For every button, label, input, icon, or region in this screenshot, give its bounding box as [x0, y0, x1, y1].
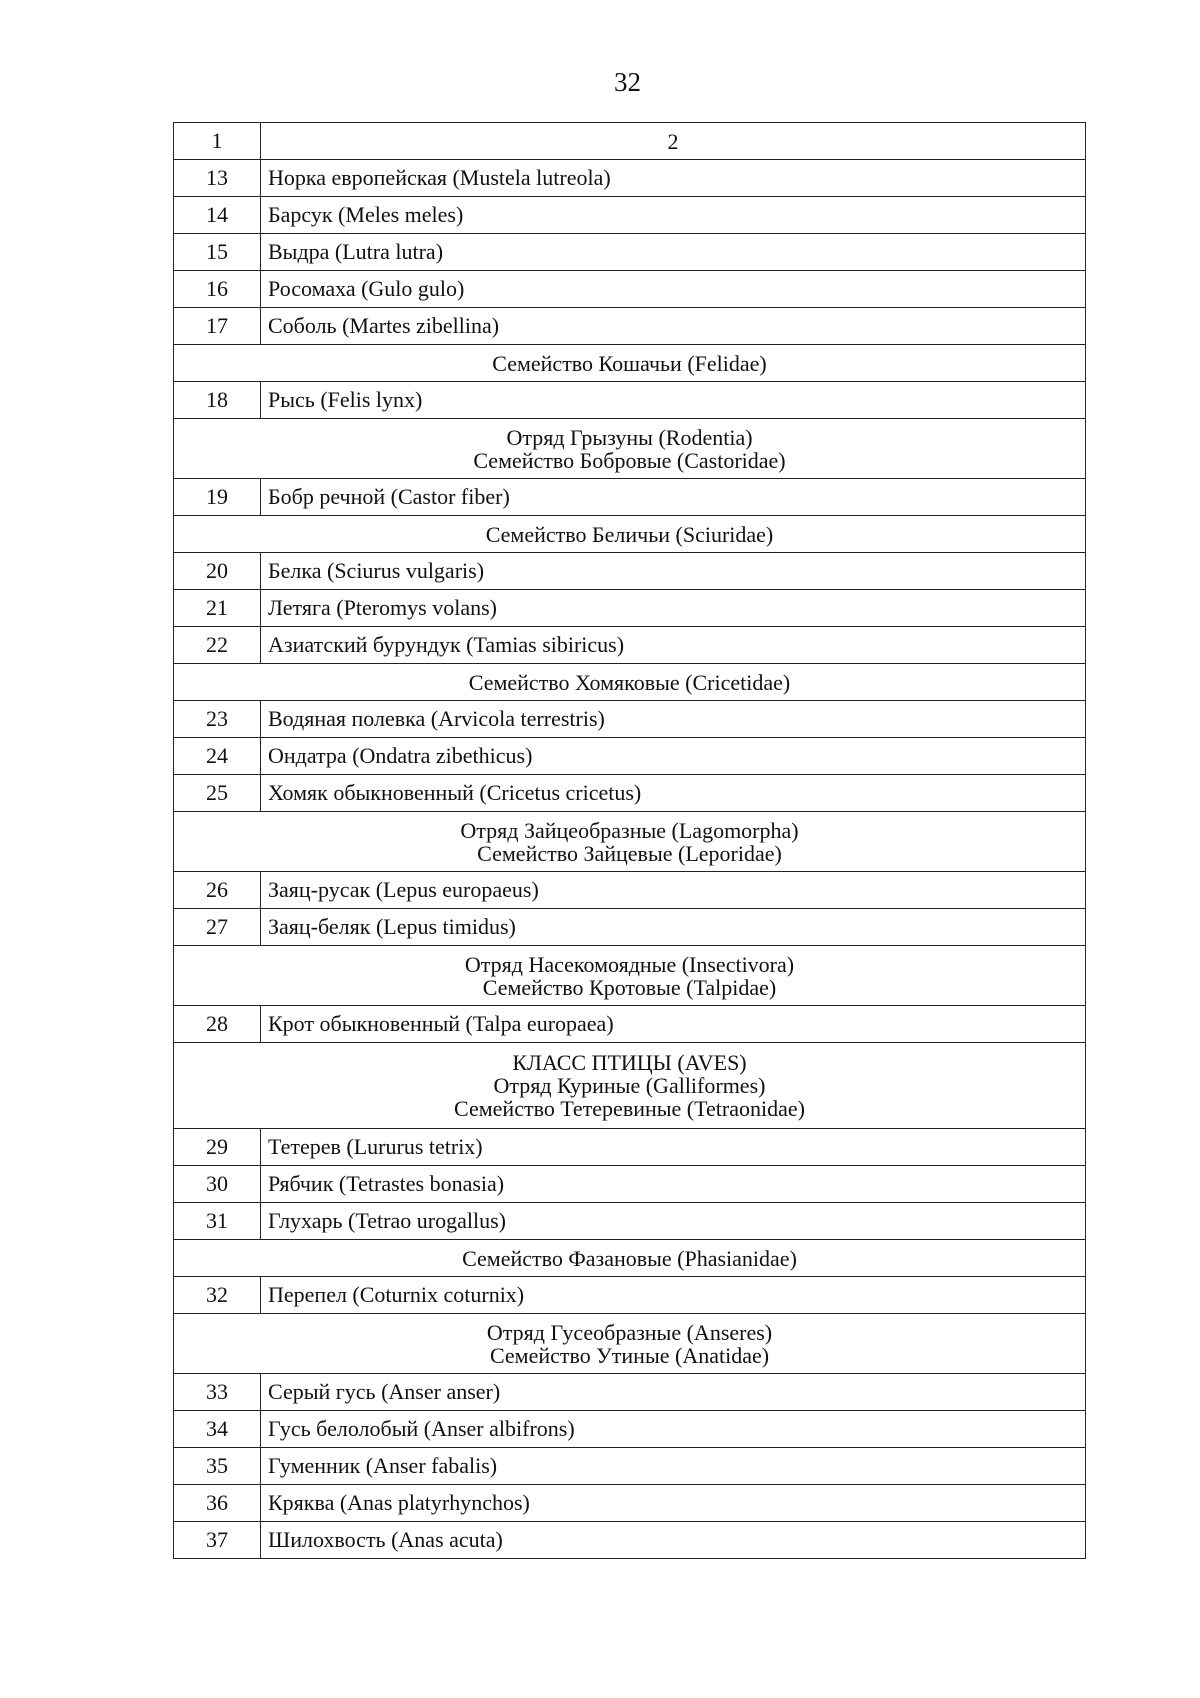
species-name: Рябчик (Tetrastes bonasia) [261, 1166, 1086, 1203]
group-heading-row [174, 419, 1086, 479]
row-number: 32 [174, 1277, 261, 1314]
species-name: Ондатра (Ondatra zibethicus) [261, 738, 1086, 775]
group-heading-line: Семейство Кошачьи (Felidae) [492, 350, 767, 376]
row-number: 16 [174, 271, 261, 308]
group-heading-line: Семейство Тетеревиные (Tetraonidae) [454, 1096, 805, 1121]
species-name: Гусь белолобый (Anser albifrons) [261, 1411, 1086, 1448]
species-name: Глухарь (Tetrao urogallus) [261, 1203, 1086, 1240]
table-row [174, 160, 1086, 197]
row-number: 20 [174, 553, 261, 590]
table-row [174, 271, 1086, 308]
table-row [174, 1374, 1086, 1411]
row-number: 26 [174, 872, 261, 909]
table-row [174, 1166, 1086, 1203]
group-heading-line: Семейство Хомяковые (Cricetidae) [468, 669, 791, 695]
table-row [174, 197, 1086, 234]
species-name: Кряква (Anas platyrhynchos) [261, 1485, 1086, 1522]
species-table-body [174, 123, 1086, 1559]
group-heading-line: Семейство Беличьи (Sciuridae) [485, 521, 774, 547]
species-name: Соболь (Martes zibellina) [261, 308, 1086, 345]
species-name: Белка (Sciurus vulgaris) [261, 553, 1086, 590]
species-name: Заяц-русак (Lepus europaeus) [261, 872, 1086, 909]
table-row [174, 1485, 1086, 1522]
row-number: 23 [174, 701, 261, 738]
species-name: Рысь (Felis lynx) [261, 382, 1086, 419]
group-heading-line: Семейство Фазановые (Phasianidae) [462, 1245, 797, 1271]
table-row [174, 627, 1086, 664]
group-heading-row [174, 812, 1086, 872]
row-number: 24 [174, 738, 261, 775]
table-row [174, 553, 1086, 590]
table-row [174, 1006, 1086, 1043]
row-number: 19 [174, 479, 261, 516]
group-heading [174, 516, 1086, 553]
group-heading [174, 345, 1086, 382]
species-name: Серый гусь (Anser anser) [261, 1374, 1086, 1411]
group-heading-line: Семейство Бобровые (Castoridae) [473, 447, 786, 473]
row-number: 27 [174, 909, 261, 946]
group-heading-line: Отряд Зайцеобразные (Lagomorpha) [460, 817, 799, 843]
species-name: Летяга (Pteromys volans) [261, 590, 1086, 627]
group-heading-line: Семейство Зайцевые (Leporidae) [477, 840, 782, 866]
header-row [174, 123, 1086, 160]
species-name: Шилохвость (Anas acuta) [261, 1522, 1086, 1559]
table-row [174, 308, 1086, 345]
group-heading-line: Семейство Кротовые (Talpidae) [482, 974, 777, 1000]
table-row [174, 909, 1086, 946]
species-name: Водяная полевка (Arvicola terrestris) [261, 701, 1086, 738]
group-heading-line: Семейство Утиные (Anatidae) [489, 1342, 770, 1368]
table-row [174, 234, 1086, 271]
species-name: Тетерев (Lururus tetrix) [261, 1129, 1086, 1166]
table-row [174, 1277, 1086, 1314]
group-heading-line: КЛАСС ПТИЦЫ (AVES) [512, 1050, 747, 1075]
table-row [174, 1129, 1086, 1166]
table-row [174, 1522, 1086, 1559]
row-number: 36 [174, 1485, 261, 1522]
group-heading-line: Отряд Грызуны (Rodentia) [506, 424, 753, 450]
group-heading [174, 419, 1086, 479]
table-row [174, 479, 1086, 516]
species-name: Гуменник (Anser fabalis) [261, 1448, 1086, 1485]
group-heading [174, 1043, 1086, 1129]
group-heading-line: Отряд Насекомоядные (Insectivora) [464, 951, 795, 977]
group-heading [174, 1314, 1086, 1374]
row-number: 25 [174, 775, 261, 812]
group-heading-row [174, 345, 1086, 382]
group-heading [174, 812, 1086, 872]
group-heading [174, 946, 1086, 1006]
page-number: 32 [614, 67, 641, 97]
species-name: Выдра (Lutra lutra) [261, 234, 1086, 271]
row-number: 34 [174, 1411, 261, 1448]
group-heading-row [174, 946, 1086, 1006]
group-heading-row [174, 1240, 1086, 1277]
table-row [174, 872, 1086, 909]
table-row [174, 1203, 1086, 1240]
row-number: 22 [174, 627, 261, 664]
row-number: 29 [174, 1129, 261, 1166]
species-table [173, 122, 1086, 1559]
species-name: Барсук (Meles meles) [261, 197, 1086, 234]
group-heading-row [174, 1043, 1086, 1129]
group-heading [174, 1240, 1086, 1277]
header-cell-number: 1 [174, 123, 261, 160]
group-heading-row [174, 516, 1086, 553]
row-number: 28 [174, 1006, 261, 1043]
row-number: 21 [174, 590, 261, 627]
species-name: Бобр речной (Castor fiber) [261, 479, 1086, 516]
row-number: 37 [174, 1522, 261, 1559]
group-heading-row [174, 664, 1086, 701]
species-name: Норка европейская (Mustela lutreola) [261, 160, 1086, 197]
group-heading-row [174, 1314, 1086, 1374]
species-name: Крот обыкновенный (Talpa europaea) [261, 1006, 1086, 1043]
table-row [174, 382, 1086, 419]
row-number: 30 [174, 1166, 261, 1203]
group-heading [174, 664, 1086, 701]
row-number: 15 [174, 234, 261, 271]
row-number: 31 [174, 1203, 261, 1240]
row-number: 13 [174, 160, 261, 197]
table-row [174, 701, 1086, 738]
species-name: Заяц-беляк (Lepus timidus) [261, 909, 1086, 946]
species-name: Хомяк обыкновенный (Cricetus cricetus) [261, 775, 1086, 812]
species-name: Перепел (Coturnix coturnix) [261, 1277, 1086, 1314]
table-row [174, 590, 1086, 627]
species-name: Азиатский бурундук (Tamias sibiricus) [261, 627, 1086, 664]
header-cell-name: 2 [261, 123, 1086, 160]
table-row [174, 1411, 1086, 1448]
table-row [174, 738, 1086, 775]
row-number: 18 [174, 382, 261, 419]
group-heading-line: Отряд Гусеобразные (Anseres) [486, 1319, 773, 1345]
row-number: 33 [174, 1374, 261, 1411]
row-number: 17 [174, 308, 261, 345]
table-row [174, 1448, 1086, 1485]
row-number: 35 [174, 1448, 261, 1485]
group-heading-line: Отряд Куриные (Galliformes) [493, 1073, 766, 1098]
species-name: Росомаха (Gulo gulo) [261, 271, 1086, 308]
table-row [174, 775, 1086, 812]
row-number: 14 [174, 197, 261, 234]
